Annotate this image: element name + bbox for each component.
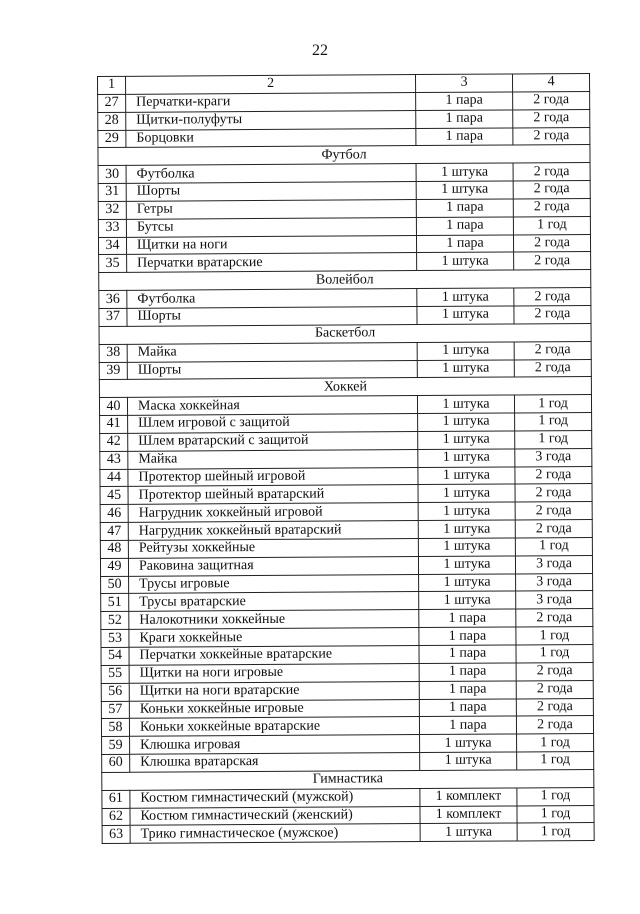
row-number: 39 (99, 362, 127, 380)
item-name: Трико гимнастическое (мужское) (130, 824, 420, 844)
item-name: Шлем игровой с защитой (128, 414, 418, 434)
item-term: 1 год (514, 395, 591, 413)
table-body (98, 73, 595, 843)
item-quantity: 1 пара (419, 663, 516, 681)
item-quantity: 1 штука (417, 288, 514, 306)
row-number: 49 (100, 558, 128, 576)
item-quantity: 1 штука (418, 520, 515, 538)
item-term: 2 года (514, 359, 591, 377)
item-name: Щитки на ноги (126, 235, 416, 255)
item-term: 2 года (515, 502, 592, 520)
item-term: 1 год (517, 752, 594, 770)
row-number: 48 (100, 540, 128, 558)
equipment-table (97, 73, 595, 844)
item-name: Шорты (126, 182, 416, 202)
row-number: 34 (98, 237, 126, 255)
row-number: 30 (98, 166, 126, 184)
item-name: Перчатки-краги (126, 92, 416, 112)
row-number: 56 (101, 683, 129, 701)
section-title: Футбол (98, 145, 590, 166)
row-number: 52 (101, 612, 129, 630)
item-quantity: 1 штука (418, 449, 515, 467)
item-term: 2 года (514, 252, 591, 270)
item-name: Протектор шейный игровой (128, 467, 418, 487)
item-name: Трусы игровые (129, 574, 419, 594)
item-term: 1 год (515, 430, 592, 448)
item-quantity: 1 штука (418, 538, 515, 556)
item-quantity: 1 пара (419, 681, 516, 699)
item-term: 2 года (515, 466, 592, 484)
row-number: 29 (98, 130, 126, 148)
item-name: Борцовки (126, 128, 416, 148)
item-name: Шорты (127, 307, 417, 327)
page-number: 22 (312, 42, 328, 59)
row-number: 45 (100, 487, 128, 505)
item-name: Бутсы (126, 217, 416, 237)
item-term: 1 год (517, 787, 594, 805)
item-term: 3 года (515, 448, 592, 466)
item-quantity: 1 штука (418, 413, 515, 431)
row-number: 27 (98, 94, 126, 112)
item-quantity: 1 штука (419, 574, 516, 592)
item-quantity: 1 штука (418, 556, 515, 574)
row-number: 32 (98, 201, 126, 219)
item-term: 1 год (517, 805, 594, 823)
item-term: 1 год (515, 413, 592, 431)
row-number: 57 (101, 701, 129, 719)
item-quantity: 1 штука (420, 823, 517, 841)
item-quantity: 1 штука (417, 395, 514, 413)
item-name: Клюшка вратарская (130, 753, 420, 773)
row-number: 46 (100, 505, 128, 523)
section-title: Волейбол (99, 270, 591, 291)
item-term: 1 год (516, 644, 593, 662)
row-number: 54 (101, 647, 129, 665)
item-name: Нагрудник хоккейный игровой (128, 503, 418, 523)
item-term: 2 года (516, 662, 593, 680)
item-term: 3 года (516, 591, 593, 609)
item-name: Шорты (127, 360, 417, 380)
item-quantity: 1 штука (416, 181, 513, 199)
column-header-term: 4 (512, 73, 589, 91)
item-term: 2 года (513, 127, 590, 145)
item-name: Клюшка игровая (130, 735, 420, 755)
item-quantity: 1 пара (416, 127, 513, 145)
item-name: Костюм гимнастический (женский) (130, 806, 420, 826)
item-name: Протектор шейный вратарский (128, 485, 418, 505)
item-name: Майка (127, 342, 417, 362)
item-name: Маска хоккейная (127, 396, 417, 416)
item-quantity: 1 штука (419, 591, 516, 609)
item-quantity: 1 штука (420, 734, 517, 752)
item-term: 3 года (515, 555, 592, 573)
item-term: 2 года (515, 484, 592, 502)
row-number: 36 (99, 290, 127, 308)
row-number: 58 (101, 719, 129, 737)
row-number: 38 (99, 344, 127, 362)
item-quantity: 1 пара (419, 716, 516, 734)
item-name: Щитки-полуфуты (126, 110, 416, 130)
row-number: 55 (101, 665, 129, 683)
item-name: Перчатки вратарские (127, 253, 417, 273)
column-header-name: 2 (126, 75, 416, 95)
item-quantity: 1 штука (417, 342, 514, 360)
item-term: 2 года (516, 609, 593, 627)
item-name: Щитки на ноги вратарские (129, 681, 419, 701)
item-name: Майка (128, 449, 418, 469)
item-quantity: 1 штука (418, 431, 515, 449)
row-number: 40 (99, 398, 127, 416)
item-quantity: 1 штука (417, 252, 514, 270)
item-term: 1 год (515, 537, 592, 555)
item-term: 3 года (516, 573, 593, 591)
item-quantity: 1 пара (416, 235, 513, 253)
item-term: 2 года (515, 520, 592, 538)
item-quantity: 1 пара (419, 627, 516, 645)
item-name: Перчатки хоккейные вратарские (129, 646, 419, 666)
item-name: Футболка (126, 164, 416, 184)
item-term: 1 год (516, 627, 593, 645)
item-quantity: 1 пара (416, 92, 513, 110)
row-number: 50 (101, 576, 129, 594)
item-name: Коньки хоккейные игровые (129, 699, 419, 719)
item-name: Коньки хоккейные вратарские (129, 717, 419, 737)
item-quantity: 1 штука (417, 306, 514, 324)
item-quantity: 1 пара (416, 217, 513, 235)
section-title: Баскетбол (99, 323, 591, 344)
item-quantity: 1 штука (418, 467, 515, 485)
row-number: 42 (100, 433, 128, 451)
item-term: 2 года (513, 181, 590, 199)
item-term: 1 год (513, 216, 590, 234)
item-quantity: 1 пара (419, 609, 516, 627)
row-number: 41 (100, 415, 128, 433)
item-term: 1 год (517, 734, 594, 752)
column-header-quantity: 3 (415, 74, 512, 92)
item-term: 1 год (517, 823, 594, 841)
item-quantity: 1 пара (416, 199, 513, 217)
row-number: 33 (98, 219, 126, 237)
item-name: Краги хоккейные (129, 628, 419, 648)
item-quantity: 1 пара (416, 110, 513, 128)
item-name: Нагрудник хоккейный вратарский (128, 521, 418, 541)
row-number: 62 (102, 808, 130, 826)
row-number: 31 (98, 183, 126, 201)
item-quantity: 1 пара (419, 698, 516, 716)
row-number: 44 (100, 469, 128, 487)
row-number: 53 (101, 629, 129, 647)
row-number: 60 (102, 754, 130, 772)
item-quantity: 1 комплект (420, 806, 517, 824)
row-number: 47 (100, 522, 128, 540)
item-term: 2 года (516, 698, 593, 716)
item-name: Футболка (127, 289, 417, 309)
item-name: Раковина защитная (128, 556, 418, 576)
row-number: 43 (100, 451, 128, 469)
item-term: 2 года (513, 109, 590, 127)
item-quantity: 1 комплект (420, 788, 517, 806)
row-number: 28 (98, 112, 126, 130)
item-term: 2 года (514, 341, 591, 359)
item-quantity: 1 штука (418, 484, 515, 502)
column-header-number: 1 (98, 76, 126, 94)
item-quantity: 1 пара (419, 645, 516, 663)
item-quantity: 1 штука (416, 163, 513, 181)
item-name: Налокотники хоккейные (129, 610, 419, 630)
item-term: 2 года (513, 91, 590, 109)
section-title: Гимнастика (102, 769, 594, 790)
item-term: 2 года (513, 163, 590, 181)
item-name: Щитки на ноги игровые (129, 663, 419, 683)
item-name: Гетры (126, 199, 416, 219)
item-term: 2 года (513, 234, 590, 252)
row-number: 59 (102, 737, 130, 755)
row-number: 63 (102, 826, 130, 844)
row-number: 37 (99, 308, 127, 326)
item-name: Трусы вратарские (129, 592, 419, 612)
item-name: Рейтузы хоккейные (128, 538, 418, 558)
item-term: 2 года (516, 680, 593, 698)
section-title: Хоккей (99, 377, 591, 398)
item-name: Шлем вратарский с защитой (128, 431, 418, 451)
row-number: 61 (102, 790, 130, 808)
item-term: 2 года (516, 716, 593, 734)
item-term: 2 года (514, 288, 591, 306)
item-quantity: 1 штука (417, 359, 514, 377)
item-term: 2 года (513, 198, 590, 216)
item-quantity: 1 штука (420, 752, 517, 770)
item-quantity: 1 штука (418, 502, 515, 520)
item-name: Костюм гимнастический (мужской) (130, 788, 420, 808)
item-term: 2 года (514, 305, 591, 323)
table-row (102, 823, 594, 844)
row-number: 35 (99, 255, 127, 273)
row-number: 51 (101, 594, 129, 612)
